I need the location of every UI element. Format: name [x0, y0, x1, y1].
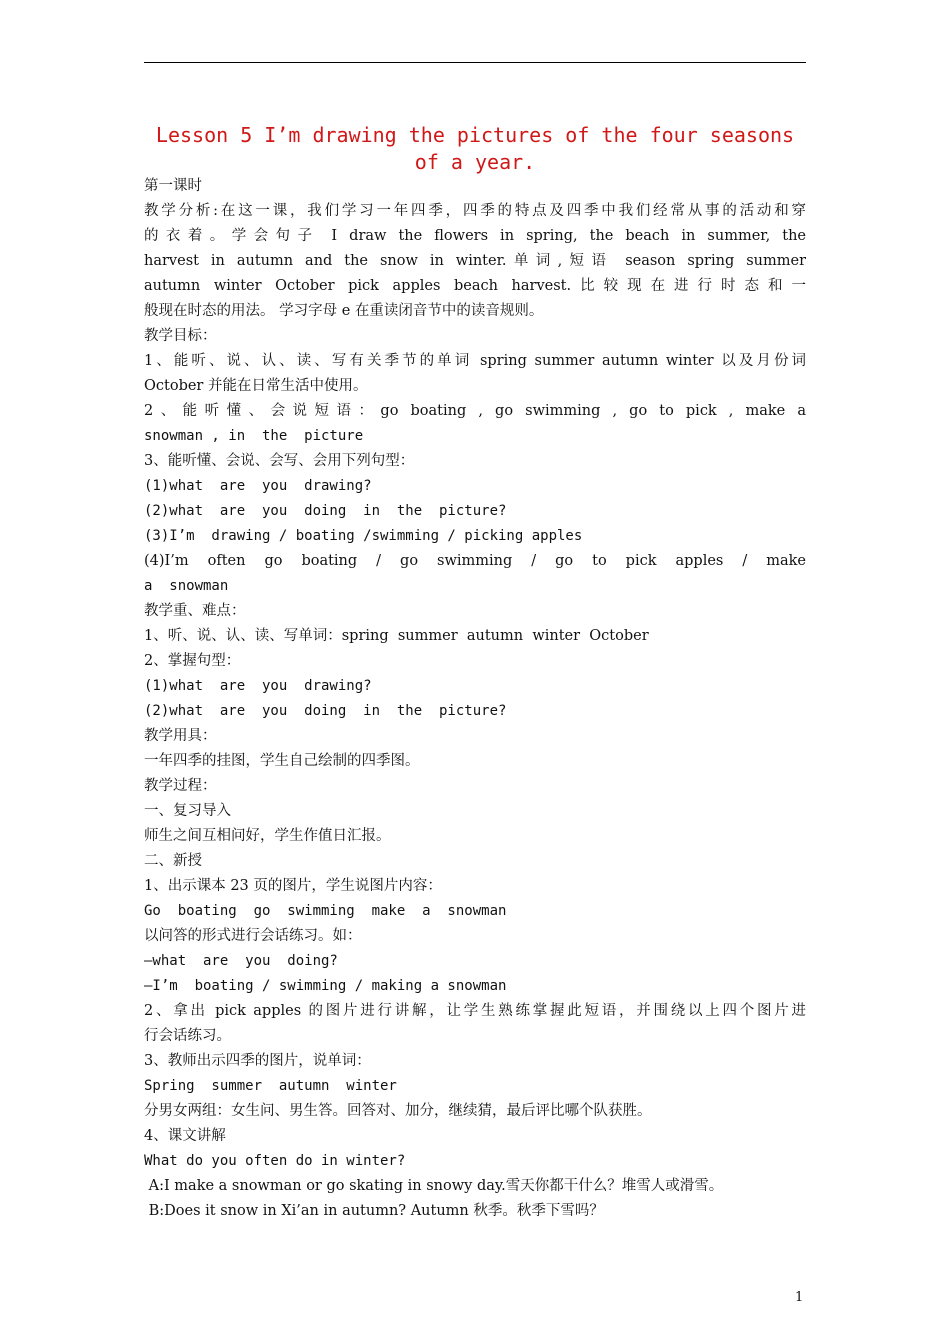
text-line: 二、新授 — [144, 853, 202, 869]
text-line: 分男女两组：女生问、男生答。回答对、加分，继续猜，最后评比哪个队获胜。 — [144, 1103, 652, 1119]
header-rule — [144, 62, 806, 63]
text-line: 1、能听、说、认、读、写有关季节的单词 spring summer autumn winter 以及月份词 — [144, 353, 806, 369]
text-line: 行会话练习。 — [144, 1028, 231, 1044]
text-line: 教学重、难点： — [144, 603, 246, 619]
text-line: A:I make a snowman or go skating in snowy day.雪天你都干什么？堆雪人或滑雪。 — [144, 1178, 724, 1194]
text-line: (1)what are you drawing? — [144, 678, 372, 694]
text-line: 教学目标： — [144, 328, 217, 344]
text-line: —I’m boating / swimming / making a snowman — [144, 978, 507, 994]
text-line: 教学分析:在这一课，我们学习一年四季，四季的特点及四季中我们经常从事的活动和穿 — [144, 203, 806, 219]
text-line: (3)I’m drawing / boating /swimming / picking apples — [144, 528, 583, 544]
text-line: 教学用具： — [144, 728, 217, 744]
text-line: (1)what are you drawing? — [144, 478, 372, 494]
text-line: 师生之间互相问好，学生作值日汇报。 — [144, 828, 391, 844]
text-line: B:Does it snow in Xi’an in autumn? Autumn 秋季。秋季下雪吗？ — [144, 1203, 604, 1219]
text-line: 以问答的形式进行会话练习。如： — [144, 928, 362, 944]
page-number: 1 — [795, 1290, 804, 1305]
text-line: 2、掌握句型： — [144, 653, 241, 669]
text-line: 的衣着。学会句子 I draw the flowers in spring, the beach in summer, the — [144, 228, 806, 244]
lesson-title: Lesson 5 I’m drawing the pictures of the four seasons of a year. — [155, 123, 795, 174]
document-body — [144, 174, 806, 1224]
text-line: 2、能听懂、会说短语：go boating , go swimming , go to pick , make a — [144, 403, 806, 419]
text-line: 教学过程： — [144, 778, 217, 794]
text-line: 1、听、说、认、读、写单词：spring summer autumn winter October — [144, 628, 649, 644]
text-line: 一、复习导入 — [144, 803, 231, 819]
text-line: 2、拿出 pick apples 的图片进行讲解，让学生熟练掌握此短语，并围绕以上四个图片进 — [144, 1003, 806, 1019]
text-line: 4、课文讲解 — [144, 1128, 226, 1144]
text-line: 1、出示课本 23 页的图片，学生说图片内容： — [144, 878, 442, 894]
text-line: 3、能听懂、会说、会写、会用下列句型： — [144, 453, 415, 469]
text-line: (2)what are you doing in the picture? — [144, 503, 507, 519]
text-line: October 并能在日常生活中使用。 — [144, 378, 368, 394]
text-line: 第一课时 — [144, 178, 202, 194]
text-line: snowman , in the picture — [144, 428, 364, 444]
text-line: (4)I’m often go boating / go swimming / go to pick apples / make — [144, 553, 806, 569]
text-line: harvest in autumn and the snow in winter.单词,短语 season spring summer — [144, 253, 806, 269]
text-line: a snowman — [144, 578, 229, 594]
text-line: autumn winter October pick apples beach harvest.比较现在进行时态和一 — [144, 278, 806, 294]
text-line: What do you often do in winter? — [144, 1153, 406, 1169]
text-line: 一年四季的挂图，学生自己绘制的四季图。 — [144, 753, 420, 769]
text-line: 般现在时态的用法。 学习字母 e 在重读闭音节中的读音规则。 — [144, 303, 544, 319]
text-line: Go boating go swimming make a snowman — [144, 903, 507, 919]
text-line: Spring summer autumn winter — [144, 1078, 397, 1094]
text-line: —what are you doing? — [144, 953, 338, 969]
text-line: 3、教师出示四季的图片，说单词： — [144, 1053, 371, 1069]
text-line: (2)what are you doing in the picture? — [144, 703, 507, 719]
